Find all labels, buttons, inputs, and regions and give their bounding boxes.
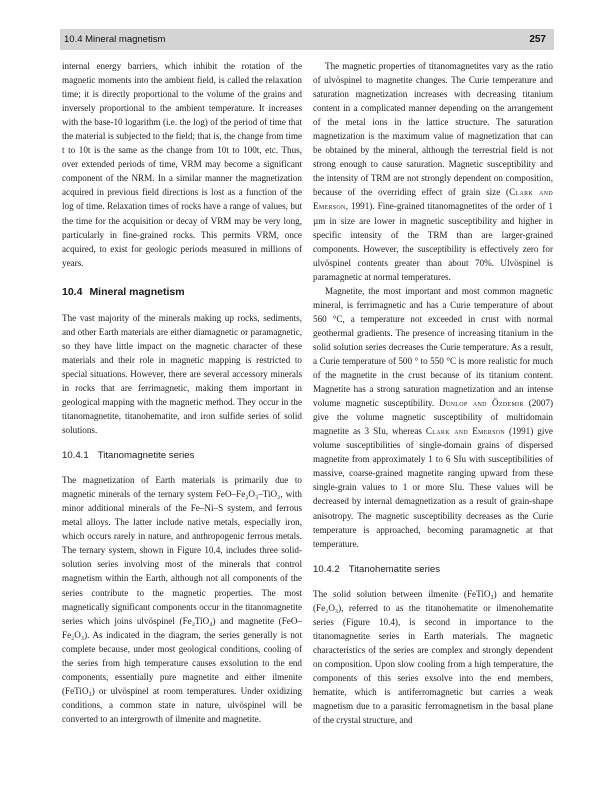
subsection-title: Titanomagnetite series bbox=[97, 450, 195, 462]
page-number: 257 bbox=[529, 34, 546, 45]
section-heading bbox=[62, 285, 302, 299]
citation-authors: Clark and Emerson bbox=[425, 426, 505, 437]
paragraph bbox=[313, 59, 553, 284]
text-run: The magnetic properties of titanomagnetites vary as the ratio of ulvöspinel to magnetite changes. The Curie temperature and saturation magnetization increases with decreasing titanium content in a complicated manner depending on the arrangement of the metal ions in the lattice structure. The saturation magnetization is the maximum value of magnetization that can be obtained by the mineral, although the terrestrial field is not strong enough to cause saturation. Magnetic susceptibility and the intensity of TRM are not strongly dependent on composition, because of the overriding effect of grain size ( bbox=[313, 61, 553, 198]
text-run: , 1991). Fine-grained titanomagnetites of the order of 1 µm in size are lower in magnetic susceptibility and higher in specific intensity of the TRM than are larger-grained components. However, the susceptibility is effectively zero for ulvöspinel contents greater than about 70%. Ulvöspinel is paramagnetic at normal temperatures. bbox=[313, 201, 553, 282]
subsection-heading bbox=[313, 563, 553, 577]
paragraph: internal energy barriers, which inhibit the rotation of the magnetic moments into the ambient field, is called the relaxation time; it is directly proportional to the volume of the grains and inversely proportional to the ambient temperature. It increases with the base-10 logarithm (i.e. the log) of the period of time that the material is subjected to the field; that is, the change from time t to 10t is the same as the change from 10t to 100t, etc. Thus, over extended periods of time, VRM may become a significant component of the NRM. In a similar manner the magnetization acquired in previous field directions is lost as a function of the log of time. Relaxation times of rocks have a range of values, but the time for the acquisition or decay of VRM may be very long, particularly in fine-grained rocks. This permits VRM, once acquired, to exist for geologic periods measured in millions of years. bbox=[62, 61, 302, 268]
paragraph: The vast majority of the minerals making up rocks, sediments, and other Earth materials are either diamagnetic or paramagnetic, so they have little impact on the magnetic character of these materials and their role in magnetic mapping is restricted to special situations. However, there are several accessory minerals in rocks that are ferrimagnetic, making them important in geological mapping with the magnetic method. They occur in the titanomagnetite, titanohematite, and iron sulfide series of solid solutions. bbox=[62, 312, 302, 436]
paragraph bbox=[313, 284, 553, 551]
citation-authors: Dunlop and Özdemir bbox=[439, 398, 524, 409]
subsection-heading bbox=[62, 449, 302, 463]
text-run: (1991) give volume susceptibilities of single-domain grains of dispersed magnetite from approximately 1 to 6 SIu with susceptibilities of massive, coarse-grained magnetite ranging upward from these single-grain values to 1 or more SIu. These values will be decreased by internal demagnetization as a result of grain-shape anisotropy. The magnetic susceptibility decreases as the Curie temperature is approached, becoming paramagnetic at that temperature. bbox=[313, 426, 553, 549]
right-column bbox=[313, 59, 553, 727]
running-header bbox=[60, 29, 554, 50]
subsection-number: 10.4.2 bbox=[313, 563, 340, 575]
paragraph: The magnetization of Earth materials is primarily due to magnetic minerals of the ternary system FeO–Fe₂O₃–TiO₂, with minor additional minerals of the Fe–Ni–S system, and ferrous metal alloys. The latter include native metals, especially iron, which occurs rarely in nature, and anthropogenic ferrous metals. The ternary system, shown in Figure 10.4, includes three solid-solution series involving most of the minerals that control magnetism within the Earth, although not all components of the series contribute to the magnetic properties. The most magnetically significant components occur in the titanomagnetite series which joins ulvöspinel (Fe₂TiO₄) and magnetite (FeO–Fe₂O₃). As indicated in the diagram, the series generally is not complete because, under most geological conditions, cooling of the series from high temperature causes exsolution to the end components, essentially pure magnetite and either ilmenite (FeTiO₃) or ulvöspinel at room temperatures. Under oxidizing conditions, a common state in nature, ulvöspinel will be converted to an intergrowth of ilmenite and magnetite. bbox=[62, 475, 302, 724]
paragraph: The solid solution between ilmenite (FeTiO₃) and hematite (Fe₂O₃), referred to as the titanohematite or ilmenohematite series (Figure 10.4), is second in importance to the titanomagnetite series in Earth materials. The magnetic characteristics of the series are complex and strongly dependent on composition. Upon slow cooling from a high temperature, the components of this series exsolve into the end members, hematite, which is antiferromagnetic but carries a weak magnetism due to a parasitic ferromagnetism in the basal plane of the crystal structure, and bbox=[313, 588, 553, 726]
text-run: Magnetite, the most important and most common magnetic mineral, is ferrimagnetic and has a Curie temperature of about 560 °C, a temperature not exceeded in crust with normal geothermal gradients. The presence of increasing titanium in the solid solution series decreases the Curie temperature. As a result, a Curie temperature of 500 ° to 550 °C is more realistic for much of the magnetite in the crust because of its titanium content. Magnetite has a strong saturation magnetization and an intense volume magnetic susceptibility. bbox=[313, 285, 553, 409]
section-title: Mineral magnetism bbox=[89, 285, 185, 298]
running-title: 10.4 Mineral magnetism bbox=[64, 34, 166, 45]
citation-authors: Clark and Emerson bbox=[313, 187, 553, 212]
subsection-title: Titanohematite series bbox=[348, 563, 441, 575]
section-number: 10.4 bbox=[62, 285, 83, 298]
subsection-number: 10.4.1 bbox=[62, 450, 89, 462]
left-column bbox=[62, 59, 302, 726]
text-run: (2007) give the volume magnetic susceptibility of multidomain magnetite as 3 SIu, whereas bbox=[313, 398, 554, 437]
